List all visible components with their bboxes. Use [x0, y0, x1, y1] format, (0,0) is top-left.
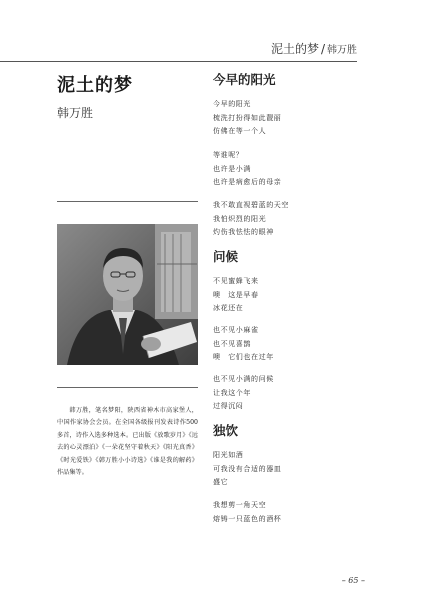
poem-line: 我想剪一角天空	[213, 501, 267, 509]
poem-line: 盛它	[213, 478, 229, 487]
poem-2-stanza-1	[213, 275, 259, 316]
poem-line: 也许是小满	[213, 164, 251, 173]
poem-3-stanza-2	[213, 499, 281, 526]
poem-line: 也不见小满的问候	[213, 375, 274, 383]
poem-line: 冰花还在	[213, 304, 244, 313]
poem-line: 可我没有合适的器皿	[213, 464, 282, 473]
poem-line: 等谁呢？	[213, 151, 244, 159]
poem-1-stanza-3	[213, 199, 289, 240]
poem-line: 熔铸一只蓝色的酒杯	[213, 514, 282, 523]
author-bio: 韩万胜，笔名梦阳，陕西省神木市高家堡人，中国作家协会会员。在全国各级报刊发表诗作500多首，诗作入选多种选本。已出版《放歌岁月》《远去的心灵漂泊》《一朵花坚守着秋天》《阳光真香》《时光爱铁》《韩万胜小小诗选》《谁是我的解药》作品集等。	[57, 407, 198, 477]
poem-line: 噢 这是早春	[213, 290, 259, 299]
poem-line: 今早的阳光	[213, 100, 251, 108]
poem-title-3: 独饮	[213, 423, 239, 438]
poem-line: 不见蜜蜂飞来	[213, 277, 259, 285]
poem-line: 过得沉闷	[213, 402, 244, 411]
poem-1-stanza-2	[213, 149, 281, 190]
poem-line: 我不敢直视碧蓝的天空	[213, 201, 289, 209]
article-title: 泥土的梦	[57, 75, 133, 96]
poem-line: 也许是病愈后的母亲	[213, 178, 282, 187]
poem-line: 梳洗打扮得如此靓丽	[213, 113, 282, 122]
poem-title-2: 问候	[213, 249, 239, 264]
author-photo-image	[57, 224, 198, 365]
poem-line: 阳光如酒	[213, 451, 244, 459]
poem-title-1: 今早的阳光	[213, 72, 276, 87]
poem-line: 仿佛在等一个人	[213, 127, 267, 136]
header-title: 泥土的梦	[270, 42, 319, 56]
page-number: – 65 –	[341, 576, 365, 585]
article-author: 韩万胜	[57, 106, 94, 120]
header-rule	[0, 61, 357, 62]
poem-3-stanza-1	[213, 449, 281, 490]
poem-line: 也不见小麻雀	[213, 326, 259, 334]
poem-line: 也不见喜鹊	[213, 339, 251, 348]
divider-bottom	[57, 387, 198, 388]
poem-2-stanza-2	[213, 324, 274, 365]
poem-line: 我怕炽烈的阳光	[213, 214, 267, 223]
poem-line: 灼伤我怯怯的眼神	[213, 228, 274, 237]
poem-2-stanza-3	[213, 373, 274, 414]
running-header	[271, 40, 357, 57]
header-separator: /	[320, 42, 325, 56]
author-photo	[57, 224, 198, 365]
poem-line: 让我这个年	[213, 388, 251, 397]
divider-top	[57, 201, 198, 202]
poem-1-stanza-1	[213, 98, 281, 139]
header-author: 韩万胜	[327, 45, 357, 56]
poem-line: 噢 它们也在过年	[213, 353, 274, 362]
